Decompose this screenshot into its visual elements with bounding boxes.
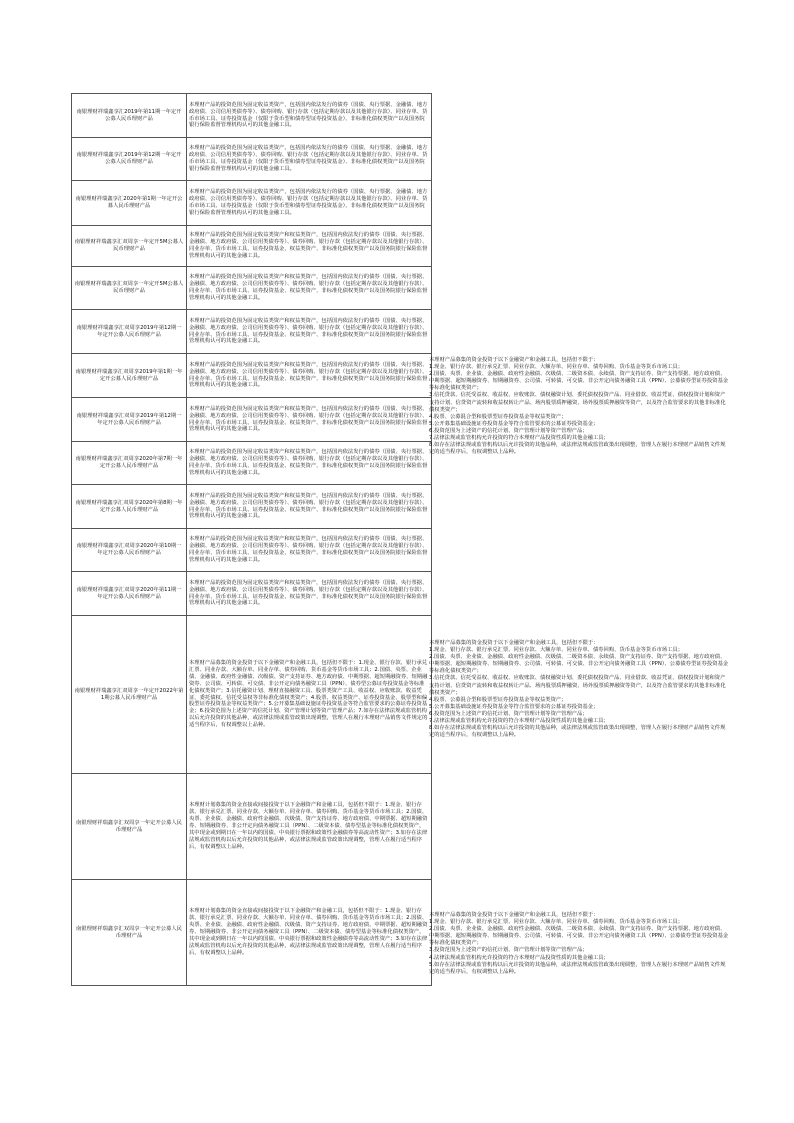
note-line: 3.信托贷款、信托受益权、收益权、应收账款、债权融资计划、委托债权投资产品、同业借款、收益凭证、债权投资计划和资产支持计划、信贷资产流转和收益权转让产品、场内股票质押融资、场外股票质押融资等资产，以及符合监管要求的其他非标准化债权类资产； [429,675,726,696]
product-name: 南银理财祥瑞鑫享汇双周享一年定开5M公募人民币理财产品 [72,267,187,310]
table-row [72,181,432,226]
product-name: 南银理财祥瑞鑫享汇双周享2020年第10期一年定开公募人民币理财产品 [72,529,187,572]
table-row [72,485,432,529]
note-line: 5.公开募集基础设施证券投资基金等符合监管要求的公募证券投资基金； [429,703,599,710]
product-table [71,93,432,986]
investment-scope: 本理财产品的投资范围为固定收益类资产和权益类资产，包括国内依法发行的债券（国债、央行票据、金融债、地方政府债、公司信用类债券等）、债券回购、银行存款（包括定期存款以及其他银行存款）、同业存单、货币市场工具、证券投资基金、权益类资产、非标准化债权类资产以及国务院银行保险监督管理机构认可的其他金融工具。 [187,267,432,310]
note-line: 4.股票、公募混合型和股票型证券投资基金等权益类资产； [429,413,567,420]
table-row [72,398,432,442]
right-note-block [429,357,729,456]
investment-scope: 本理财产品的投资范围为固定收益类资产，包括国内依法发行的债券（国债、央行票据、金融债、地方政府债、公司信用类债券等）、债券回购、银行存款（包括定期存款以及其他银行存款）、同业存单、货币市场工具、证券投资基金（仅限于货币型和债券型证券投资基金）、非标准化债权类资产以及国务院银行保险监督管理机构认可的其他金融工具。 [187,138,432,181]
note-line: 8.如存在法律法规或监管机构以后允许投资的其他品种，或法律法规或监管政策出现调整，管理人在履行本理财产品销售文件规定的适当程序后，有权调整以上品种。 [429,725,726,739]
note-line: 1.现金、银行存款、银行承兑汇票、同业存款、大额存单、同业存单、债券回购、货币基金等货币市场工具； [429,364,684,371]
product-name: 南银理财祥瑞鑫享汇2019年第11期一年定开公募人民币理财产品 [72,94,187,138]
note-line: 7.法律法规或监管机构允许投资的符合本理财产品投资性质的其他金融工具； [429,718,609,725]
table-row [72,267,432,310]
product-name: 南银理财祥瑞鑫享汇双周享2020年第7期一年定开公募人民币理财产品 [72,442,187,485]
note-line: 5.公开募集基础设施证券投资基金等符合监管要求的公募证券投资基金； [429,420,599,427]
note-line: 4.法律法规或监管机构允许投资的符合本理财产品投资性质的其他金融工具； [429,954,609,961]
note-line: 2.国债、央票、企业债、金融债、政府性金融债、次级债、二级资本债、永续债、资产支持证券、资产支持票据、地方政府债、中期票据、超短期融资券、短期融资券、公司债、可转债、可交债、非公开定向债务融资工具（PPN）、公募债券型证券投资基金等标准化债权类资产； [429,926,729,947]
note-line: 本理财产品募集的资金投资于以下金融资产和金融工具，包括但不限于： [429,912,599,918]
table-row [72,226,432,267]
investment-scope: 本理财计划募集的资金直接或间接投资于以下金融资产和金融工具，包括但不限于：1.现金、银行存款、银行承兑汇票、同业存款、大额存单、同业存单、债券回购、货币基金等货币市场工具；2.国债、央票、企业债、金融债、政府性金融债、次级债、资产支持证券、地方政府债、中期票据、超短期融资券、短期融资券、非公开定向债务融资工具（PPN）、二级资本债、债券型基金等标准化债权类资产，其中现金或到期日在一年以内的国债、中央银行票据和政策性金融债券等高流动性资产；3.如存在法律法规或监管机构以后允许投资的其他品种，或法律法规或监管政策出现调整，管理人在履行适当程序后，有权调整以上品种。 [187,774,432,880]
table-row [72,94,432,138]
investment-scope: 本理财产品的投资范围为固定收益类资产和权益类资产，包括国内依法发行的债券（国债、央行票据、金融债、地方政府债、公司信用类债券等）、债券回购、银行存款（包括定期存款以及其他银行存款）、同业存单、货币市场工具、证券投资基金、权益类资产、非标准化债权类资产以及国务院银行保险监督管理机构认可的其他金融工具。 [187,398,432,442]
note-line: 本理财产品募集的资金投资于以下金融资产和金融工具，包括但不限于： [429,640,599,646]
investment-scope: 本理财产品的投资范围为固定收益类资产和权益类资产，包括国内依法发行的债券（国债、央行票据、金融债、地方政府债、公司信用类债券等）、债券回购、银行存款（包括定期存款以及其他银行存款）、同业存单、货币市场工具、证券投资基金、权益类资产、非标准化债权类资产以及国务院银行保险监督管理机构认可的其他金融工具。 [187,442,432,485]
product-name: 南银理财祥瑞鑫享汇2020年第1期一年定开公募人民币理财产品 [72,181,187,226]
table-row [72,442,432,485]
right-note-block [429,912,729,976]
note-line: 5.如存在法律法规或监管机构以后允许投资的其他品种，或法律法规或监管政策出现调整，管理人在履行本理财产品销售文件规定的适当程序后，有权调整以上品种。 [429,961,726,975]
note-line: 1.现金、银行存款、银行承兑汇票、同业存款、大额存单、同业存单、债券回购、货币基金等货币市场工具； [429,647,684,654]
product-name: 南银理财祥瑞鑫享汇双周享2019年第12期一年定开公募人民币理财产品 [72,310,187,354]
product-name: 南银理财祥瑞鑫享汇双周享一年定开公募人民币理财产品 [72,774,187,880]
table-row [72,529,432,572]
note-line: 6.投资范围为上述资产的信托计划、资产管理计划等资产管理产品； [429,427,588,434]
table-row [72,774,432,880]
investment-scope: 本理财产品的投资范围为固定收益类资产，包括国内依法发行的债券（国债、央行票据、金融债、地方政府债、公司信用类债券等）、债券回购、银行存款（包括定期存款以及其他银行存款）、同业存单、货币市场工具、证券投资基金（仅限于货币型和债券型证券投资基金）、非标准化债权类资产以及国务院银行保险监督管理机构认可的其他金融工具。 [187,181,432,226]
investment-scope: 本理财产品的投资范围为固定收益类资产，包括国内依法发行的债券（国债、央行票据、金融债、地方政府债、公司信用类债券等）、债券回购、银行存款（包括定期存款以及其他银行存款）、同业存单、货币市场工具、证券投资基金（仅限于货币型和债券型证券投资基金）、非标准化债权类资产以及国务院银行保险监督管理机构认可的其他金融工具。 [187,94,432,138]
investment-scope: 本理财产品的投资范围为固定收益类资产和权益类资产，包括国内依法发行的债券（国债、央行票据、金融债、地方政府债、公司信用类债券等）、债券回购、银行存款（包括定期存款以及其他银行存款）、同业存单、货币市场工具、证券投资基金、权益类资产、非标准化债权类资产以及国务院银行保险监督管理机构认可的其他金融工具。 [187,572,432,616]
right-note-block [429,640,729,739]
product-name: 南银理财祥瑞鑫享汇双周享2019年第12期一年定开公募人民币理财产品 [72,398,187,442]
table-row [72,616,432,774]
table-row [72,138,432,181]
product-name: 南银理财祥瑞鑫享汇双周享2020年第8期一年定开公募人民币理财产品 [72,485,187,529]
table-row [72,354,432,398]
note-line: 6.投资范围为上述资产的信托计划、资产管理计划等资产管理产品； [429,710,588,717]
product-name: 南银理财祥瑞鑫享汇双周享2019年第1期一年定开公募人民币理财产品 [72,354,187,398]
investment-scope: 本理财产品的投资范围为固定收益类资产和权益类资产，包括国内依法发行的债券（国债、央行票据、金融债、地方政府债、公司信用类债券等）、债券回购、银行存款（包括定期存款以及其他银行存款）、同业存单、货币市场工具、证券投资基金、权益类资产、非标准化债权类资产以及国务院银行保险监督管理机构认可的其他金融工具。 [187,485,432,529]
note-line: 4.股票、公募混合型和股票型证券投资基金等权益类资产； [429,696,567,703]
product-name: 南银理财祥瑞鑫享汇双周享2020年第11期一年定开公募人民币理财产品 [72,572,187,616]
investment-scope: 本理财产品的投资范围为固定收益类资产和权益类资产，包括国内依法发行的债券（国债、央行票据、金融债、地方政府债、公司信用类债券等）、债券回购、银行存款（包括定期存款以及其他银行存款）、同业存单、货币市场工具、证券投资基金、权益类资产、非标准化债权类资产以及国务院银行保险监督管理机构认可的其他金融工具。 [187,310,432,354]
investment-scope: 本理财产品的投资范围为固定收益类资产和权益类资产，包括国内依法发行的债券（国债、央行票据、金融债、地方政府债、公司信用类债券等）、债券回购、银行存款（包括定期存款以及其他银行存款）、同业存单、货币市场工具、证券投资基金、权益类资产、非标准化债权类资产以及国务院银行保险监督管理机构认可的其他金融工具。 [187,529,432,572]
note-line: 本理财产品募集的资金投资于以下金融资产和金融工具，包括但不限于： [429,357,599,363]
product-name: 南银理财祥瑞鑫享汇2019年第12期一年定开公募人民币理财产品 [72,138,187,181]
note-line: 7.法律法规或监管机构允许投资的符合本理财产品投资性质的其他金融工具； [429,435,609,442]
investment-scope: 本理财产品的投资范围为固定收益类资产和权益类资产，包括国内依法发行的债券（国债、央行票据、金融债、地方政府债、公司信用类债券等）、债券回购、银行存款（包括定期存款以及其他银行存款）、同业存单、货币市场工具、证券投资基金、权益类资产、非标准化债权类资产以及国务院银行保险监督管理机构认可的其他金融工具。 [187,354,432,398]
note-line: 3.信托贷款、信托受益权、收益权、应收账款、债权融资计划、委托债权投资产品、同业借款、收益凭证、债权投资计划和资产支持计划、信贷资产流转和收益权转让产品、场内股票质押融资、场外股票质押融资等资产，以及符合监管要求的其他非标准化债权类资产； [429,392,726,413]
note-line: 1.现金、银行存款、银行承兑汇票、同业存款、大额存单、同业存单、债券回购、货币基金等货币市场工具； [429,919,684,926]
investment-scope: 本理财产品的投资范围为固定收益类资产和权益类资产，包括国内依法发行的债券（国债、央行票据、金融债、地方政府债、公司信用类债券等）、债券回购、银行存款（包括定期存款以及其他银行存款）、同业存单、货币市场工具、证券投资基金、权益类资产、非标准化债权类资产以及国务院银行保险监督管理机构认可的其他金融工具。 [187,226,432,267]
product-name: 南银理财祥瑞鑫享汇双周享一年定开2022年第1期公募人民币理财产品 [72,616,187,774]
note-line: 3.投资范围为上述资产的信托计划、资产管理计划等资产管理产品； [429,947,588,954]
investment-scope: 本理财计划募集的资金直接或间接投资于以下金融资产和金融工具，包括但不限于：1.现金、银行存款、银行承兑汇票、同业存款、大额存单、同业存单、债券回购、货币基金等货币市场工具；2.国债、央票、企业债、金融债、政府性金融债、次级债、资产支持证券、地方政府债、中期票据、超短期融资券、短期融资券、非公开定向债务融资工具（PPN）、二级资本债、债券型基金等标准化债权类资产，其中现金或到期日在一年以内的国债、中央银行票据和政策性金融债券等高流动性资产；3.如存在法律法规或监管机构以后允许投资的其他品种，或法律法规或监管政策出现调整，管理人在履行适当程序后，有权调整以上品种。 [187,880,432,986]
product-name: 南银理财祥瑞鑫享汇双周享一年定开5M公募人民币理财产品 [72,226,187,267]
table-row [72,310,432,354]
note-line: 2.国债、央票、企业债、金融债、政府性金融债、次级债、二级资本债、永续债、资产支持证券、资产支持票据、地方政府债、中期票据、超短期融资券、短期融资券、公司债、可转债、可交债、非公开定向债务融资工具（PPN）、公募债券型证券投资基金等标准化债权类资产； [429,371,729,392]
note-line: 2.国债、央票、企业债、金融债、政府性金融债、次级债、二级资本债、永续债、资产支持证券、资产支持票据、地方政府债、中期票据、超短期融资券、短期融资券、公司债、可转债、可交债、非公开定向债务融资工具（PPN）、公募债券型证券投资基金等标准化债权类资产； [429,654,729,675]
product-name: 南银理财祥瑞鑫享汇双周享一年定开公募人民币理财产品 [72,880,187,986]
table-row [72,572,432,616]
investment-scope: 本理财产品募集的资金投资于以下金融资产和金融工具，包括但不限于：1.现金、银行存款、银行承兑汇票、同业存款、大额存单、同业存单、债券回购、货币基金等货币市场工具；2.国债、央票、企业债、金融债、政府性金融债、次级债、资产支持证券、地方政府债、中期票据、超短期融资券、短期融资券、公司债、可转债、可交债、非公开定向债务融资工具（PPN）、债券型公募证券投资基金等标准化债权类资产；3.信托融资计划、理财直接融资工具、股票类资产工具、收益权、应收账款、收益凭证、委托债权、信托受益权等非标准化债权类资产；4.股票、权益类资产、证券投资基金、股票型和偏股型证券投资基金等权益类资产；5.公开募集基础设施证券投资基金等符合监管要求的公募证券投资基金；6.投资范围为上述资产的信托计划、资产管理计划等资产管理产品；7.如存在法律法规或监管机构以后允许投资的其他品种，或法律法规或监管政策出现调整，管理人在履行本理财产品销售文件规定的适当程序后，有权调整以上品种。 [187,616,432,774]
table-row [72,880,432,986]
note-line: 8.如存在法律法规或监管机构以后允许投资的其他品种，或法律法规或监管政策出现调整，管理人在履行本理财产品销售文件规定的适当程序后，有权调整以上品种。 [429,442,726,456]
